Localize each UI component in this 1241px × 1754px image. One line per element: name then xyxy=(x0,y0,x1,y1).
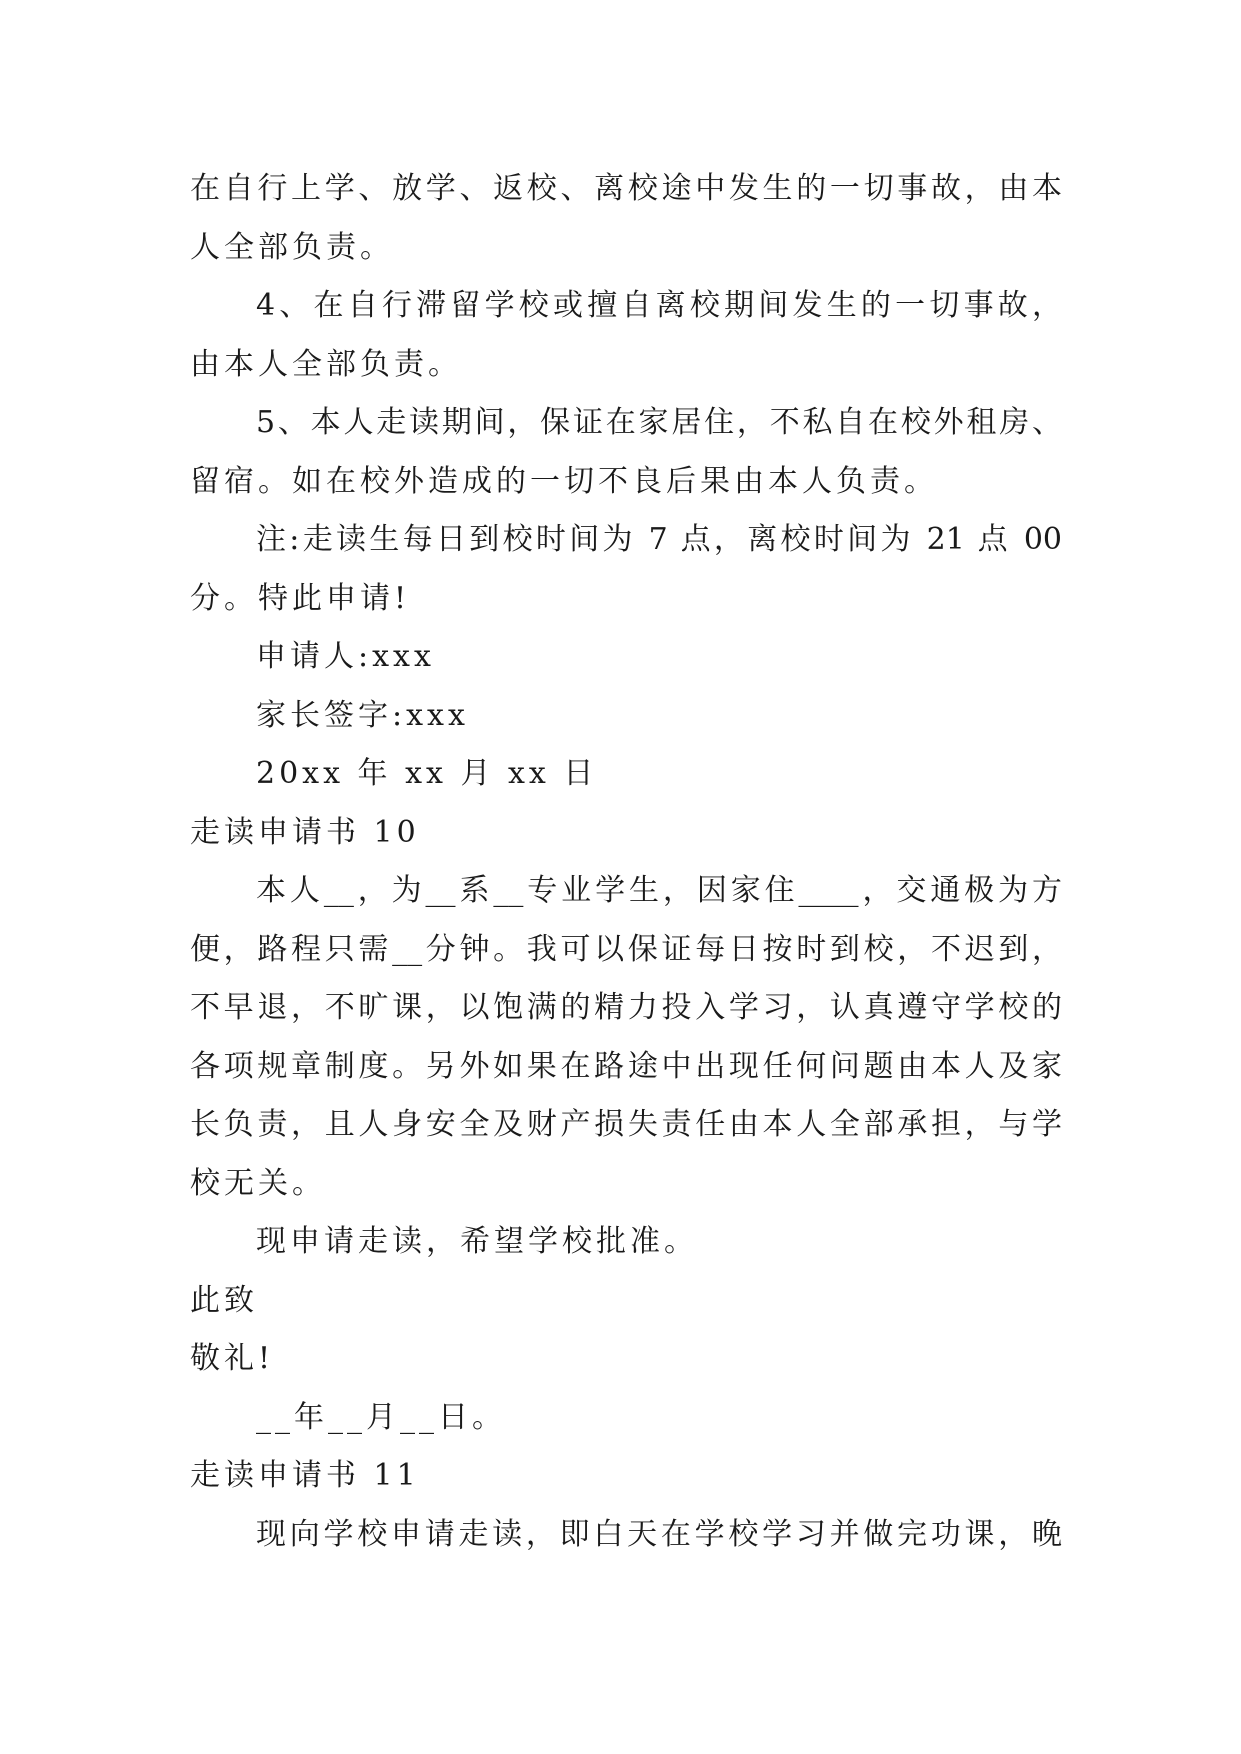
date-line: 20xx 年 xx 月 xx 日 xyxy=(256,756,598,791)
paragraph-line: 4、在自行滞留学校或擅自离校期间发生的一切事故， xyxy=(256,288,1062,323)
parent-signature: 家长签字:xxx xyxy=(256,697,469,733)
paragraph-line: 分。特此申请! xyxy=(190,580,411,616)
paragraph-line: 现向学校申请走读，即白天在学校学习并做完功课，晚 xyxy=(256,1516,1062,1552)
section-title: 走读申请书 11 xyxy=(190,1458,420,1493)
paragraph-line: 本人__，为__系__专业学生，因家住____，交通极为方 xyxy=(256,873,1062,908)
document-page xyxy=(190,160,1062,1564)
paragraph-line: 各项规章制度。另外如果在路途中出现任何问题由本人及家 xyxy=(190,1048,1062,1084)
paragraph-line: 人全部负责。 xyxy=(190,229,394,265)
section-title: 走读申请书 10 xyxy=(190,814,420,850)
paragraph-line: 注:走读生每日到校时间为 7 点，离校时间为 21 点 00 xyxy=(256,522,1062,557)
paragraph-line: 由本人全部负责。 xyxy=(190,346,462,382)
paragraph-line: 留宿。如在校外造成的一切不良后果由本人负责。 xyxy=(190,463,938,499)
date-line: __年__月__日。 xyxy=(256,1399,506,1435)
closing-line: 此致 xyxy=(190,1282,258,1318)
paragraph-line: 5、本人走读期间，保证在家居住，不私自在校外租房、 xyxy=(256,405,1062,440)
paragraph-line: 校无关。 xyxy=(190,1165,326,1201)
applicant-signature: 申请人:xxx xyxy=(256,639,435,674)
paragraph-line: 长负责，且人身安全及财产损失责任由本人全部承担，与学 xyxy=(190,1107,1062,1142)
paragraph-line: 在自行上学、放学、返校、离校途中发生的一切事故，由本 xyxy=(190,171,1062,206)
closing-salutation: 敬礼! xyxy=(190,1341,275,1376)
paragraph-line: 便，路程只需__分钟。我可以保证每日按时到校，不迟到， xyxy=(190,931,1062,967)
paragraph-line: 现申请走读，希望学校批准。 xyxy=(256,1224,698,1259)
paragraph-line: 不早退，不旷课，以饱满的精力投入学习，认真遵守学校的 xyxy=(190,990,1062,1025)
